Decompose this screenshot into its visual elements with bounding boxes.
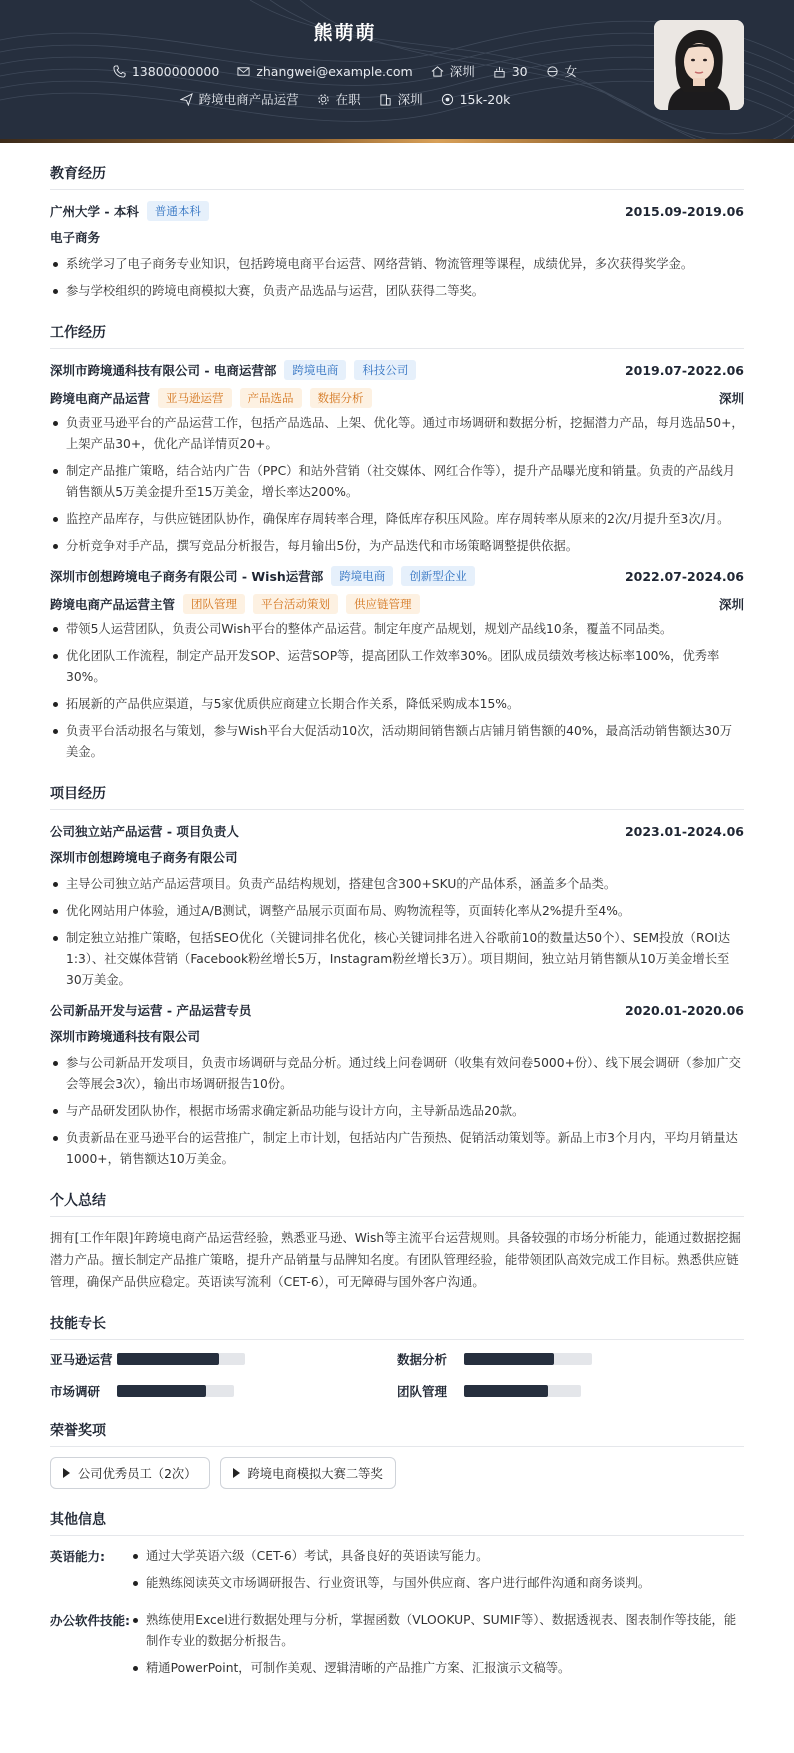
list-item: 优化团队工作流程，制定产品开发SOP、运营SOP等，提高团队工作效率30%。团队成员绩效考核达标率100%，优秀率30%。 [50, 646, 744, 688]
education-major: 电子商务 [50, 230, 101, 245]
candidate-name: 熊萌萌 [313, 22, 377, 44]
project-header-row [50, 820, 744, 842]
mail-icon [237, 65, 250, 78]
education-tag: 普通本科 [147, 201, 209, 221]
hometown-text: 深圳 [449, 64, 475, 79]
section-title: 技能专长 [50, 1313, 744, 1340]
work-bullets [50, 619, 744, 763]
city-text: 深圳 [397, 92, 423, 107]
list-item: 系统学习了电子商务专业知识，包括跨境电商平台运营、网络营销、物流管理等课程，成绩优异，多次获得奖学金。 [50, 254, 744, 275]
cake-icon [493, 65, 506, 78]
contact-row [0, 62, 690, 80]
work-entry [50, 565, 744, 763]
award-label: 公司优秀员工（2次） [78, 1467, 197, 1481]
list-item: 带领5人运营团队，负责公司Wish平台的整体产品运营。制定年度产品规划，规划产品线10条，覆盖不同品类。 [50, 619, 744, 640]
phone-info [113, 62, 219, 80]
project-title: 公司新品开发与运营 - 产品运营专员 [50, 1003, 252, 1018]
skills-section [50, 1313, 744, 1400]
role-name: 跨境电商产品运营主管 [50, 597, 176, 612]
skill-name: 亚马逊运营 [50, 1352, 113, 1367]
gender-info [546, 62, 578, 80]
work-location: 深圳 [718, 597, 744, 612]
project-title: 公司独立站产品运营 - 项目负责人 [50, 824, 239, 839]
other-row-office [50, 1610, 744, 1685]
skill-bar-fill [464, 1353, 554, 1365]
project-bullets [50, 874, 744, 991]
work-date: 2019.07-2022.06 [624, 362, 744, 378]
other-section [50, 1509, 744, 1685]
work-location: 深圳 [718, 391, 744, 406]
skill-bar [117, 1353, 245, 1365]
play-icon [233, 1468, 240, 1478]
work-section [50, 322, 744, 763]
projects-section [50, 783, 744, 1170]
project-org: 深圳市跨境通科技有限公司 [50, 1029, 201, 1044]
phone-icon [113, 65, 126, 78]
work-header-row [50, 359, 744, 381]
section-title: 其他信息 [50, 1509, 744, 1536]
home-icon [431, 65, 444, 78]
education-date: 2015.09-2019.06 [624, 203, 744, 219]
phone-text: 13800000000 [131, 63, 220, 79]
work-role-group [50, 388, 372, 408]
project-bullets [50, 1053, 744, 1170]
skills-grid [50, 1350, 744, 1400]
skill-item [50, 1350, 397, 1368]
awards-section [50, 1420, 744, 1489]
header-accent-line [0, 139, 794, 143]
education-school-group [50, 201, 209, 221]
building-icon [379, 93, 392, 106]
avatar-photo [654, 20, 744, 110]
section-title: 教育经历 [50, 163, 744, 190]
position-info [180, 90, 299, 108]
company-tag: 科技公司 [354, 360, 416, 380]
send-icon [180, 93, 193, 106]
project-date: 2020.01-2020.06 [624, 1002, 744, 1018]
project-date: 2023.01-2024.06 [624, 823, 744, 839]
role-tag: 供应链管理 [346, 594, 420, 614]
project-entry [50, 820, 744, 991]
list-item: 分析竞争对手产品，撰写竞品分析报告，每月输出5份，为产品迭代和市场策略调整提供依据。 [50, 536, 744, 557]
role-name: 跨境电商产品运营 [50, 391, 151, 406]
list-item: 制定独立站推广策略，包括SEO优化（关键词排名优化，核心关键词排名进入谷歌前10的数量达50个）、SEM投放（ROI达1:3）、社交媒体营销（Facebook粉丝增长5万，Instagram粉丝增长3万）。项目期间，独立站月销售额从10万美金增长至30万美金。 [50, 928, 744, 991]
hometown-info [431, 62, 475, 80]
other-label: 英语能力: [50, 1549, 105, 1564]
age-info [493, 62, 528, 80]
list-item: 制定产品推广策略，结合站内广告（PPC）和站外营销（社交媒体、网红合作等），提升产品曝光度和销量。负责的产品线月销售额从5万美金提升至15万美金，增长率达200%。 [50, 461, 744, 503]
skill-name: 市场调研 [50, 1384, 101, 1399]
award-item [50, 1457, 210, 1489]
section-title: 项目经历 [50, 783, 744, 810]
work-date: 2022.07-2024.06 [624, 568, 744, 584]
skill-bar [117, 1385, 234, 1397]
award-item [220, 1457, 396, 1489]
skill-name: 数据分析 [397, 1352, 448, 1367]
list-item: 精通PowerPoint，可制作美观、逻辑清晰的产品推广方案、汇报演示文稿等。 [130, 1658, 744, 1679]
list-item: 优化网站用户体验，通过A/B测试，调整产品展示页面布局、购物流程等，页面转化率从2%提升至4%。 [50, 901, 744, 922]
skill-item [50, 1382, 397, 1400]
resume-body [0, 163, 794, 1685]
city-info [379, 90, 423, 108]
skill-bar [464, 1385, 581, 1397]
email-info [237, 62, 412, 80]
work-role-row [50, 387, 744, 409]
award-label: 跨境电商模拟大赛二等奖 [247, 1467, 383, 1481]
role-tag: 数据分析 [310, 388, 372, 408]
work-company-group [50, 360, 416, 380]
gear-icon [317, 93, 330, 106]
section-title: 个人总结 [50, 1190, 744, 1217]
email-text: zhangwei@example.com [256, 63, 413, 79]
skill-bar [464, 1353, 592, 1365]
company-name: 深圳市跨境通科技有限公司 - 电商运营部 [50, 363, 277, 378]
status-info [317, 90, 361, 108]
project-org: 深圳市创想跨境电子商务有限公司 [50, 850, 238, 865]
education-header-row [50, 200, 744, 222]
list-item: 负责平台活动报名与策划，参与Wish平台大促活动10次，活动期间销售额占店铺月销售额的40%，最高活动销售额达30万美金。 [50, 721, 744, 763]
gender-text: 女 [564, 64, 578, 79]
company-tag: 跨境电商 [331, 566, 393, 586]
skill-item [397, 1350, 744, 1368]
age-text: 30 [511, 63, 528, 79]
list-item: 通过大学英语六级（CET-6）考试，具备良好的英语读写能力。 [130, 1546, 744, 1567]
other-row-english [50, 1546, 744, 1600]
project-entry [50, 999, 744, 1170]
skill-bar-fill [117, 1353, 219, 1365]
education-section [50, 163, 744, 302]
company-tag: 创新型企业 [401, 566, 475, 586]
work-role-group [50, 594, 420, 614]
portrait-image [654, 20, 744, 110]
skill-item [397, 1382, 744, 1400]
work-role-row [50, 593, 744, 615]
school-name: 广州大学 - 本科 [50, 204, 139, 219]
summary-section [50, 1190, 744, 1293]
play-icon [63, 1468, 70, 1478]
role-tag: 亚马逊运营 [158, 388, 232, 408]
coin-icon [441, 93, 454, 106]
other-bullets [130, 1546, 744, 1600]
work-header-row [50, 565, 744, 587]
work-entry [50, 359, 744, 557]
gender-icon [546, 65, 559, 78]
education-bullets [50, 254, 744, 302]
work-company-group [50, 566, 475, 586]
list-item: 监控产品库存，与供应链团队协作，确保库存周转率合理，降低库存积压风险。库存周转率从原来的2次/月提升至3次/月。 [50, 509, 744, 530]
list-item: 负责亚马逊平台的产品运营工作，包括产品选品、上架、优化等。通过市场调研和数据分析，挖掘潜力产品，每月选品50+，上架产品30+，优化产品详情页20+。 [50, 413, 744, 455]
list-item: 主导公司独立站产品运营项目。负责产品结构规划，搭建包含300+SKU的产品体系，涵盖多个品类。 [50, 874, 744, 895]
list-item: 与产品研发团队协作，根据市场需求确定新品功能与设计方向，主导新品选品20款。 [50, 1101, 744, 1122]
skill-bar-fill [464, 1385, 548, 1397]
role-tag: 团队管理 [183, 594, 245, 614]
section-title: 工作经历 [50, 322, 744, 349]
skill-bar-fill [117, 1385, 206, 1397]
salary-text: 15k-20k [459, 91, 511, 107]
skill-name: 团队管理 [397, 1384, 448, 1399]
role-tag: 产品选品 [240, 388, 302, 408]
other-label: 办公软件技能: [50, 1613, 130, 1628]
list-item: 负责新品在亚马逊平台的运营推广，制定上市计划，包括站内广告预热、促销活动策划等。新品上市3个月内，平均月销量达1000+，销售额达10万美金。 [50, 1128, 744, 1170]
status-text: 在职 [335, 92, 361, 107]
resume-header [0, 0, 794, 143]
project-header-row [50, 999, 744, 1021]
position-text: 跨境电商产品运营 [198, 92, 299, 107]
role-tag: 平台活动策划 [253, 594, 338, 614]
list-item: 参与公司新品开发项目，负责市场调研与竞品分析。通过线上问卷调研（收集有效问卷5000+份）、线下展会调研（参加广交会等展会3次），输出市场调研报告10份。 [50, 1053, 744, 1095]
company-name: 深圳市创想跨境电子商务有限公司 - Wish运营部 [50, 569, 324, 584]
salary-info [441, 90, 511, 108]
list-item: 参与学校组织的跨境电商模拟大赛，负责产品选品与运营，团队获得二等奖。 [50, 281, 744, 302]
other-bullets [130, 1610, 744, 1685]
work-bullets [50, 413, 744, 557]
list-item: 拓展新的产品供应渠道，与5家优质供应商建立长期合作关系，降低采购成本15%。 [50, 694, 744, 715]
job-intent-row [0, 90, 690, 108]
list-item: 能熟练阅读英文市场调研报告、行业资讯等，与国外供应商、客户进行邮件沟通和商务谈判。 [130, 1573, 744, 1594]
company-tag: 跨境电商 [284, 360, 346, 380]
summary-text: 拥有[工作年限]年跨境电商产品运营经验，熟悉亚马逊、Wish等主流平台运营规则。具备较强的市场分析能力，能通过数据挖掘潜力产品。擅长制定产品推广策略，提升产品销量与品牌知名度。有团队管理经验，能带领团队高效完成工作目标。熟悉供应链管理，确保产品供应稳定。英语读写流利（CET-6），可无障碍与国外客户沟通。 [50, 1231, 741, 1289]
section-title: 荣誉奖项 [50, 1420, 744, 1447]
list-item: 熟练使用Excel进行数据处理与分析，掌握函数（VLOOKUP、SUMIF等）、数据透视表、图表制作等技能，能制作专业的数据分析报告。 [130, 1610, 744, 1652]
awards-list [50, 1457, 744, 1489]
